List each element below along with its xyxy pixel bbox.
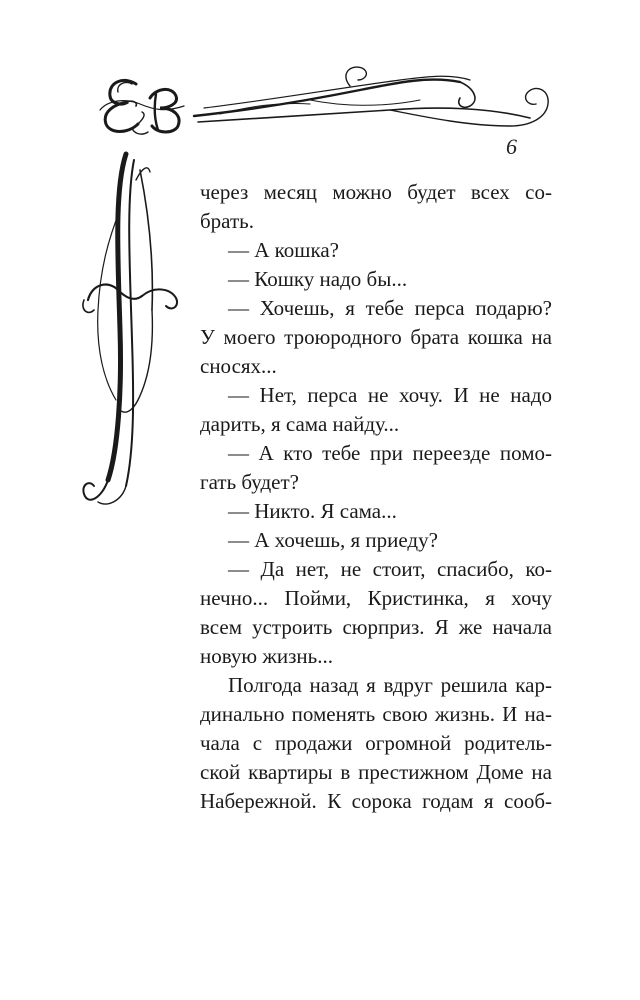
text-line: всем устроить сюрприз. Я же начала: [200, 615, 552, 639]
text-line: — Никто. Я сама...: [228, 499, 397, 523]
text-line: чала с продажи огромной родитель-: [200, 731, 552, 755]
text-line: дарить, я сама найду...: [200, 412, 400, 436]
page-number: 6: [506, 134, 517, 159]
text-line: — Да нет, не стоит, спасибо, ко-: [228, 557, 552, 581]
text-line: нечно... Пойми, Кристинка, я хочу: [200, 586, 552, 610]
header-flourish-icon: [190, 60, 555, 140]
text-line: У моего троюродного брата кошка на: [200, 325, 552, 349]
body-text: [200, 178, 552, 816]
text-line: новую жизнь...: [200, 644, 333, 668]
text-line: — А хочешь, я приеду?: [228, 528, 438, 552]
text-line: гать будет?: [200, 470, 299, 494]
text-line: — Хочешь, я тебе перса подарю?: [228, 296, 552, 320]
text-line: брать.: [200, 209, 254, 233]
text-line: — А кто тебе при переезде помо-: [228, 441, 552, 465]
text-line: динально поменять свою жизнь. И на-: [200, 702, 552, 726]
ornamental-monogram-icon: [96, 70, 188, 138]
text-line: сносях...: [200, 354, 277, 378]
text-line: — Кошку надо бы...: [228, 267, 408, 291]
text-line: Полгода назад я вдруг решила кар-: [228, 673, 552, 697]
text-line: — А кошка?: [228, 238, 339, 262]
text-line: Набережной. К сорока годам я сооб-: [200, 789, 552, 813]
text-line: — Нет, перса не хочу. И не надо: [228, 383, 552, 407]
text-line: ской квартиры в престижном Доме на: [200, 760, 552, 784]
text-line: через месяц можно будет всех со-: [200, 180, 552, 204]
ornamental-initial-a-icon: [78, 150, 190, 512]
